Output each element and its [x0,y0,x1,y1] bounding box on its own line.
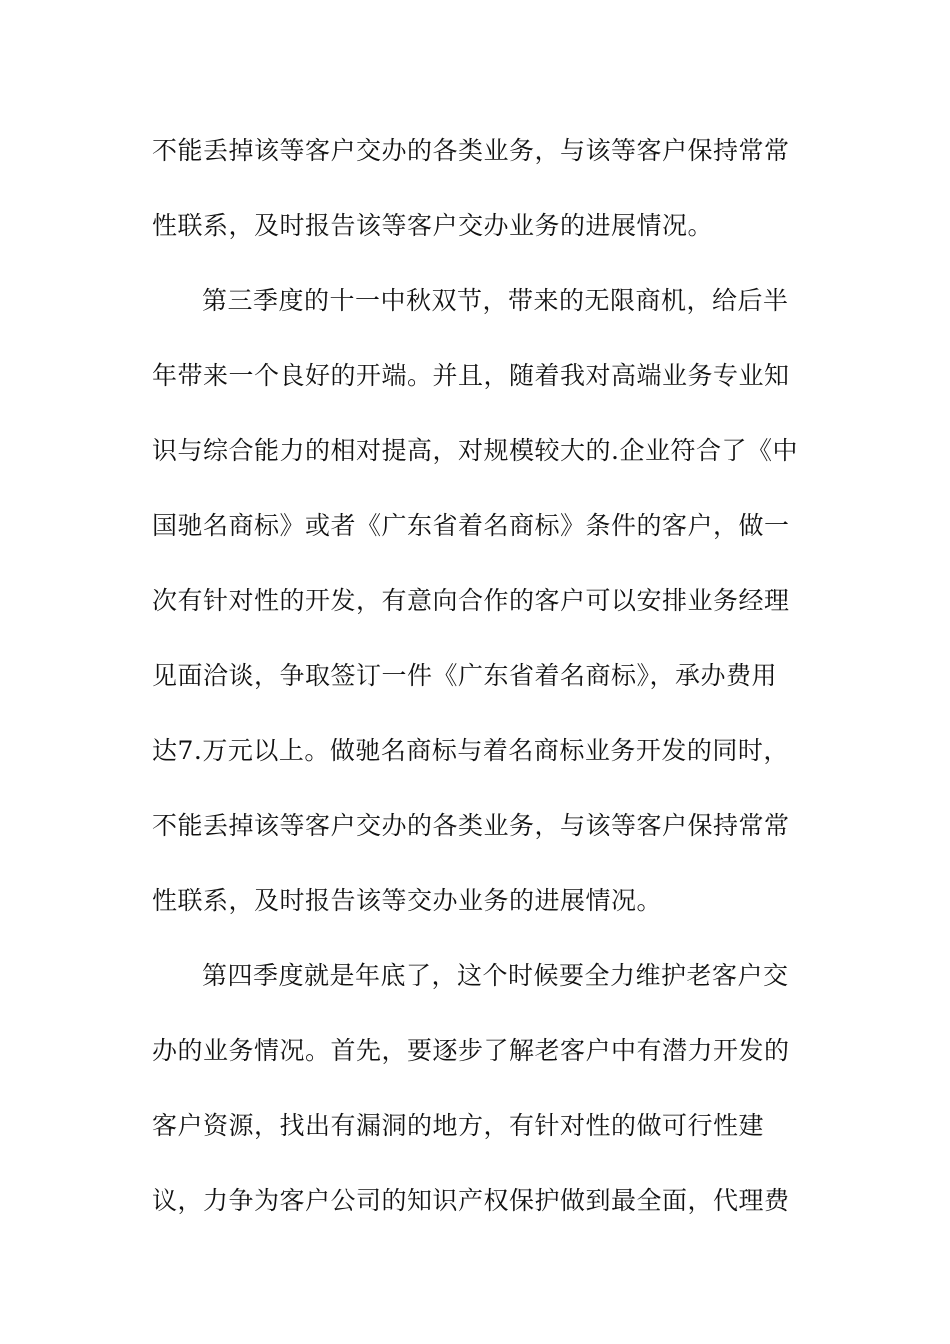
text-line: 次有针对性的开发，有意向合作的客户可以安排业务经理 [152,586,790,615]
paragraph-start-line: 第四季度就是年底了，这个时候要全力维护老客户交 [202,961,789,990]
text-line: 性联系，及时报告该等交办业务的进展情况。 [152,886,663,915]
paragraph-start-line: 第三季度的十一中秋双节，带来的无限商机，给后半 [202,286,789,315]
text-line: 国驰名商标》或者《广东省着名商标》条件的客户，做一 [152,511,790,540]
text-line: 年带来一个良好的开端。并且，随着我对高端业务专业知 [152,361,790,390]
text-line: 达7.万元以上。做驰名商标与着名商标业务开发的同时， [152,736,789,765]
text-line: 办的业务情况。首先，要逐步了解老客户中有潜力开发的 [152,1036,790,1065]
text-line: 见面洽谈，争取签订一件《广东省着名商标》，承办费用 [152,661,778,690]
text-line: 不能丢掉该等客户交办的各类业务，与该等客户保持常常 [152,136,790,165]
text-line: 不能丢掉该等客户交办的各类业务，与该等客户保持常常 [152,811,790,840]
text-line: 识与综合能力的相对提高，对规模较大的.企业符合了《中 [152,436,798,465]
text-line: 性联系，及时报告该等客户交办业务的进展情况。 [152,211,714,240]
text-line: 客户资源，找出有漏洞的地方，有针对性的做可行性建 [152,1111,765,1140]
text-line: 议，力争为客户公司的知识产权保护做到最全面，代理费 [152,1186,790,1215]
